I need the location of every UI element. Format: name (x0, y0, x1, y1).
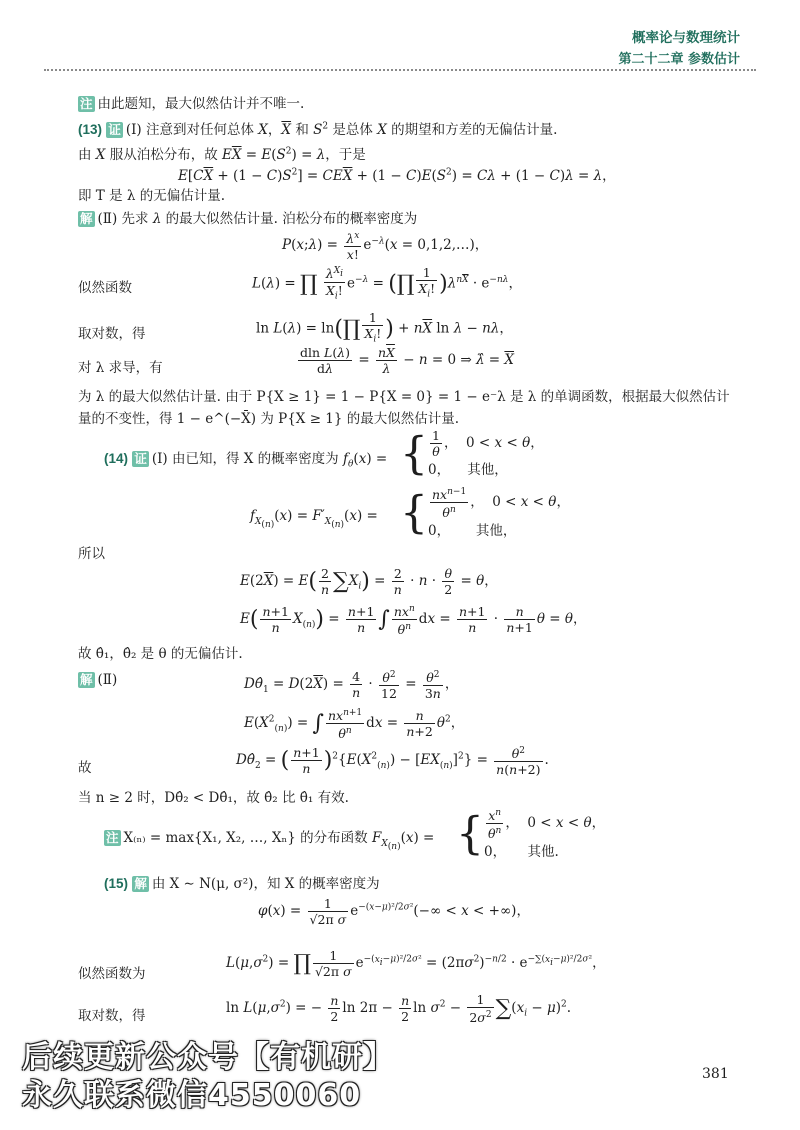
note-badge-14: 注 (106, 830, 119, 845)
e-2xbar: $E(2\overline{X}) = E$( $\frac{2}{n}$ $\sum X_i$) = $\frac{2}{n}$ · n · $\frac{\theta}{2}$ = θ， (240, 566, 498, 597)
mle-text-2: 量的不变性，得 1 − e^(−X̄) 为 P{X ≥ 1} 的最大似然估计量. (78, 411, 460, 427)
header-divider (44, 69, 756, 71)
log-label: 取对数，得 (78, 326, 146, 342)
s14-part2: 解 (Ⅱ) (80, 672, 118, 688)
normal-log-equation: $\ln L(\mu,\sigma^2)$ = − $\frac{n}{2}$ ln 2π − $\frac{n}{2}$ $\ln \sigma^2$ − $\frac{1}{2\sigma^2}$ $\sum(x_i - \mu)^2$. (226, 992, 572, 1026)
s13-part1: (13) 证 (Ⅰ) 注意到对任何总体 X，$\overline{X}$ 和 $S^2$ 是总体 X 的期望和方差的无偏估计量. (78, 121, 558, 138)
solution-badge-15: 解 (134, 876, 147, 891)
normal-density: φ(x) = $\frac{1}{\text{√2π σ}}$ $e^{-(x-\mu)^2/2\sigma^2}(-\infty < x$ < +∞)， (258, 896, 530, 927)
variance-theta2: $D\thetâ_2$ = ( $\frac{n+1}{n}$ )$^2\{E(X^2_{(n)}) - [EX_{(n)}]^2\}$ = $\frac{\theta^2}{n(n+2)}$ . (236, 745, 549, 778)
s15-intro: (15) 解 由 X ∼ N(μ, σ²)，知 X 的概率密度为 (104, 876, 380, 892)
conclusion: 即 T 是 λ 的无偏估计量. (78, 188, 226, 204)
chapter-title: 第二十二章 参数估计 (618, 52, 740, 67)
so-label: 所以 (78, 546, 105, 562)
variance-theta1: $D\thetâ_1 = D(2\overline{X})$ = $\frac{4}{n}$ · $\frac{\theta^2}{12}$ = $\frac{\theta^2}{3n}$ ， (244, 669, 459, 702)
book-title: 概率论与数理统计 (632, 30, 740, 46)
poisson-line: 由 X 服从泊松分布，故 $E\overline{X} = E(S^2) = \lambda$，于是 (78, 146, 366, 163)
log-likelihood-equation: ln L(λ) = ln(∏ $\frac{1}{X_i!}$ ) + $n\overline{X}$ ln λ − nλ， (256, 310, 513, 345)
likelihood-equation: L(λ) = ∏ $\frac{\lambda^{X_i}}{X_i!}$ $e^{-\lambda}$ = (∏ $\frac{1}{X_i!}$ )$\lambda^{n\overline{X}} \cdot e^{-n\lambda}$， (252, 265, 522, 302)
section-15-label: (15) (104, 876, 129, 891)
max-density-piecewise: { $\frac{nx^{n-1}}{\theta^n}$ ， 0 < x < θ， 0， 其他， (400, 487, 570, 540)
density-piecewise: { $\frac{1}{\theta}$ ， 0 < x < θ， 0， 其他， (400, 428, 544, 480)
normal-likelihood-label: 似然函数为 (78, 966, 146, 982)
page-number: 381 (702, 1066, 729, 1082)
section-13-label: (13) (78, 122, 103, 137)
solution-badge: 解 (80, 211, 93, 226)
solution-badge-14: 解 (80, 672, 93, 687)
expectation-equation: $E[C\overline{X} + (1 - C)S^2] = CE\overline{X} + (1 - C)E(S^2) = C\lambda + (1 - C)\lambda = \lambda$， (178, 167, 616, 184)
distribution-piecewise: { $\frac{x^n}{\theta^n}$ ， 0 < x < θ， 0， 其他. (456, 808, 606, 861)
s13-part2: 解 (Ⅱ) 先求 λ 的最大似然估计量. 泊松分布的概率密度为 (80, 211, 418, 227)
note-distribution: 注 X₍ₙ₎ = max{X₁, X₂, …, Xₙ} 的分布函数 $F_{X_{(n)}}(x)$ = (106, 830, 435, 852)
note-badge: 注 (80, 96, 93, 111)
watermark-line-1: 后续更新公众号【有机研】 (22, 1040, 394, 1075)
normal-log-label: 取对数，得 (78, 1008, 146, 1024)
e-max: E( $\frac{n+1}{n}$ $X_{(n)}$) = $\frac{n+1}{n}$ ∫ $\frac{nx^n}{\theta^n}$ dx = $\frac{n+1}{n}$ · $\frac{n}{n+1}$ θ = θ， (240, 604, 587, 638)
efficiency-comparison: 当 n ≥ 2 时，Dθ̂₂ < Dθ̂₁，故 θ̂₂ 比 θ̂₁ 有效. (78, 790, 349, 806)
max-density-label: $f_{X_{(n)}}(x) = F'_{X_{(n)}}(x)$ = (250, 508, 378, 530)
proof-badge: 证 (108, 122, 121, 137)
unbiased-text: 故 θ̂₁，θ̂₂ 是 θ 的无偏估计. (78, 646, 243, 662)
s14-part1: (14) 证 (Ⅰ) 由已知，得 X 的概率密度为 $f_\theta(x)$ = (104, 451, 388, 470)
derivative-equation: $\frac{\text{dln L(λ)}}{d\lambda}$ = $\frac{n\overline{X}}{\lambda}$ − n = 0 ⇒ λ̂ = $\overline{X}$ (300, 345, 515, 376)
mle-text-1: 为 λ 的最大似然估计量. 由于 P{X ≥ 1} = 1 − P{X = 0} = 1 − e⁻λ 是 λ 的单调函数，根据最大似然估计 (78, 389, 730, 405)
likelihood-label: 似然函数 (78, 280, 132, 296)
derivative-label: 对 λ 求导，有 (78, 360, 163, 376)
therefore-label: 故 (78, 760, 92, 776)
normal-likelihood-equation: $L(\mu,\sigma^2)$ = ∏ $\frac{1}{\text{√2π σ}}$ $e^{-(x_i-\mu)^2/2\sigma^2} = (2\pi\sigma^2)^{-n/2} \cdot e^{-\sum(x_i-\mu)^2/2\sigma^2}$， (226, 948, 606, 979)
section-14-label: (14) (104, 451, 129, 466)
poisson-density: P(x;λ) = $\frac{\lambda^x}{x!}$ $e^{-\lambda}(x$ = 0,1,2,…)， (282, 231, 489, 263)
watermark-line-2: 永久联系微信4550060 (22, 1078, 362, 1113)
proof-badge-14: 证 (134, 451, 147, 466)
e-max-squared: $E(X^2_{(n)})$ = ∫ $\frac{nx^{n+1}}{\theta^n}$ dx = $\frac{n}{n+2}$ $\theta^2$， (244, 708, 465, 742)
note-line: 注 由此题知，最大似然估计并不唯一. (80, 96, 305, 112)
